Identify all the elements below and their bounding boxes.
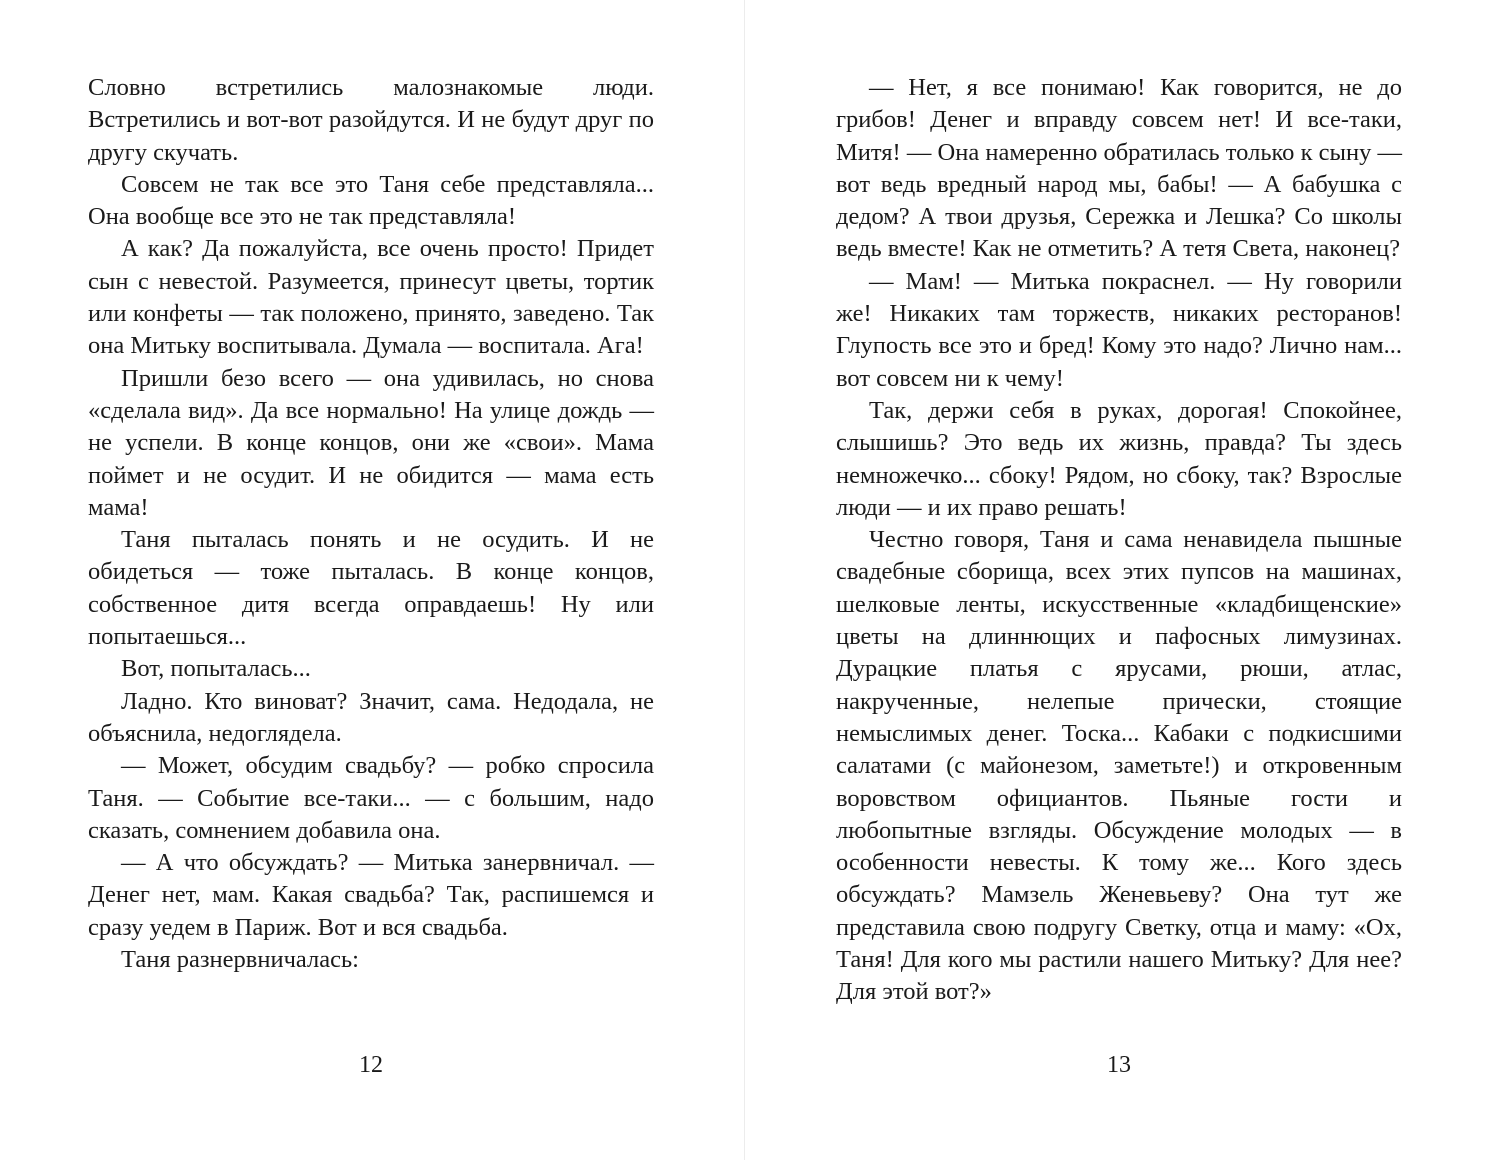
paragraph: — А что обсуждать? — Митька занервничал. — Денег нет, мам. Какая свадьба? Так, распишемся и сразу уедем в Париж. Вот и вся свадьба. [88,849,654,941]
paragraph: — Нет, я все понимаю! Как говорится, не до грибов! Денег и вправду совсем нет! И все-таки, Митя! — Она намеренно обратилась только к сыну — вот ведь вредный народ мы, бабы! — А бабушка с дедом? А твои друзья, Сережка и Лешка? Со школы ведь вместе! Как не отметить? А тетя Света, наконец? [836,74,1402,263]
paragraph: Таня разнервничалась: [121,946,359,974]
left-page [88,72,654,976]
page-number-left: 12 [359,1052,383,1078]
paragraph: Вот, попыталась... [121,655,311,683]
paragraph: Ладно. Кто виноват? Значит, сама. Недодала, не объяснила, недоглядела. [88,687,654,747]
paragraph: Пришли безо всего — она удивилась, но снова «сделала вид». Да все нормально! На улице дождь — не успели. В конце концов, они же «свои». Мама поймет и не осудит. И не обидится — мама есть мама! [88,364,654,521]
paragraph: Совсем не так все это Таня себе представляла... Она вообще все это не так представляла! [88,170,654,231]
paragraph: Честно говоря, Таня и сама ненавидела пышные свадебные сборища, всех этих пупсов на машинах, шелковые ленты, искусственные «кладбищенские» цветы на длиннющих и пафосных лимузинах. Дурацкие платья с ярусами, рюши, атлас, накрученные, нелепые прически, стоящие немыслимых денег. Тоска... Кабаки с подкисшими салатами (с майонезом, заметьте!) и откровенным воровством официантов. Пьяные гости и любопытные взгляды. Обсуждение молодых — в особенности невесты. К тому же... Кого здесь обсуждать? Мамзель Женевьеву? Она тут же представила свою подругу Светку, отца и маму: «Ох, Таня! Для кого мы растили нашего Митьку? Для нее? Для этой вот?» [836,526,1402,1006]
paragraph: Так, держи себя в руках, дорогая! Спокойнее, слышишь? Это ведь их жизнь, правда? Ты здесь немножечко... сбоку! Рядом, но сбоку, так? Взрослые люди — и их право решать! [836,396,1402,521]
paragraph: Словно встретились малознакомые люди. Встретились и вот-вот разойдутся. И не будут друг по другу скучать. [88,74,654,166]
page-gutter [744,0,745,1160]
right-page [836,72,1402,1009]
paragraph: А как? Да пожалуйста, все очень просто! Придет сын с невестой. Разумеется, принесут цветы, тортик или конфеты — так положено, принято, заведено. Так она Митьку воспитывала. Думала — воспитала. Ага! [88,235,654,360]
paragraph: — Мам! — Митька покраснел. — Ну говорили же! Никаких там торжеств, никаких ресторанов! Глупость все это и бред! Кому это надо? Лично нам... вот совсем ни к чему! [836,267,1402,392]
page-number-right: 13 [1107,1052,1131,1078]
paragraph: Таня пыталась понять и не осудить. И не обидеться — тоже пыталась. В конце концов, собственное дитя всегда оправдаешь! Ну или попытаешься... [88,526,654,651]
paragraph: — Может, обсудим свадьбу? — робко спросила Таня. — Событие все-таки... — с большим, надо сказать, сомнением добавила она. [88,752,654,844]
